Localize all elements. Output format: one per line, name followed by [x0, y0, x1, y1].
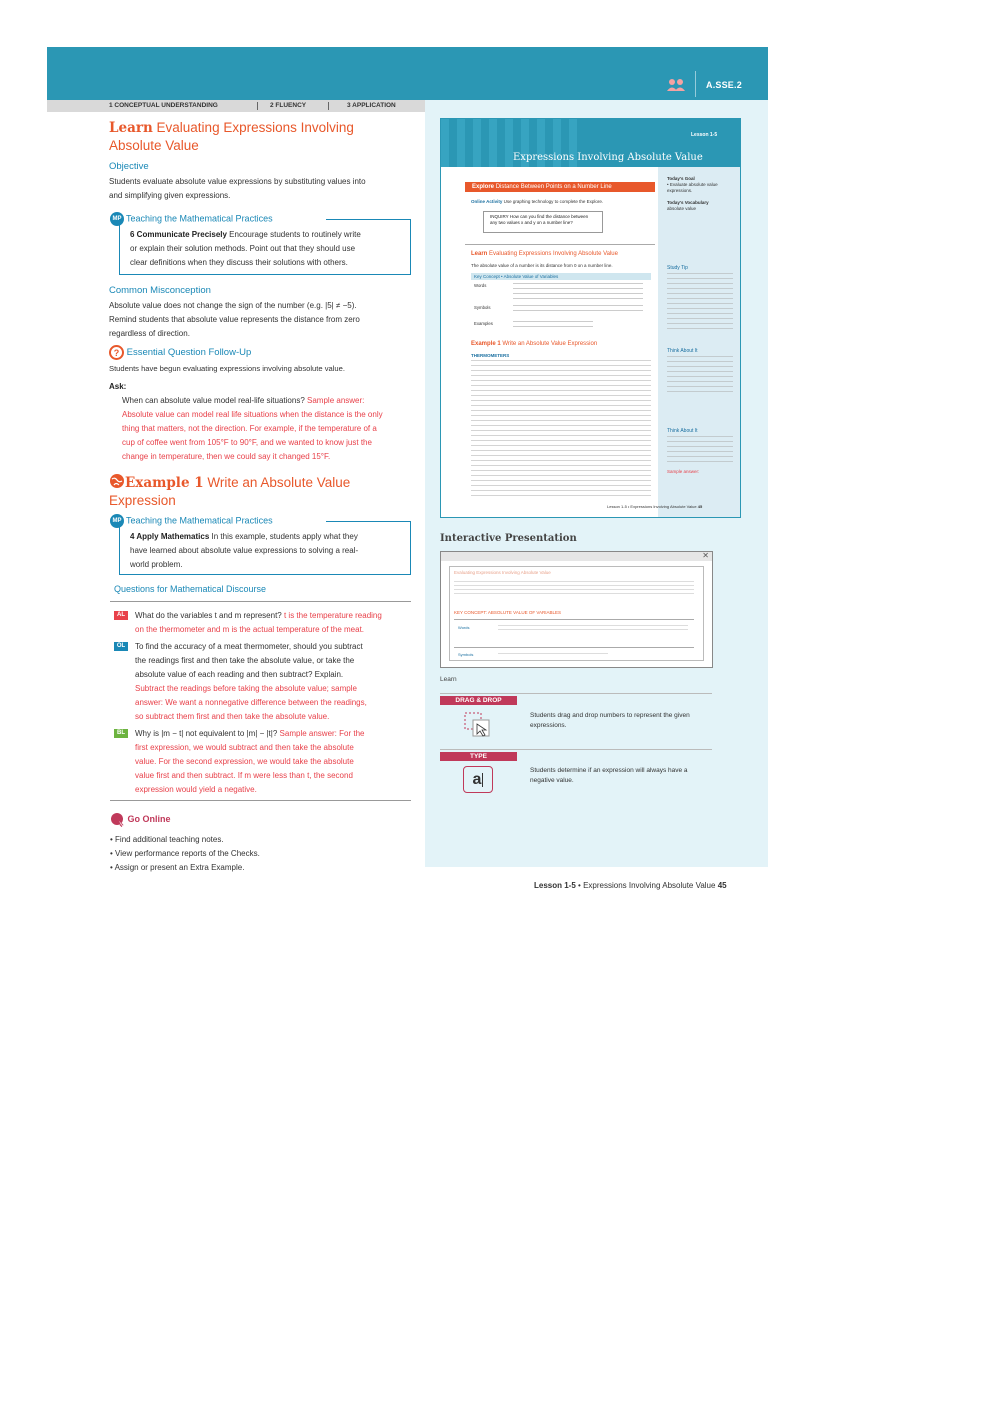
essential-heading: ? Essential Question Follow-Up — [109, 345, 251, 360]
go-online-heading: Go Online — [110, 812, 171, 827]
misconception-text: Absolute value does not change the sign of the number (e.g. |5| ≠ −5). Remind students that absolute value represents the distance from zero regardless of direction. — [109, 301, 360, 338]
interactive-screen — [440, 551, 713, 668]
discourse-end-rule — [110, 800, 411, 801]
mp-icon: MP — [110, 212, 124, 226]
thumb-inquiry: INQUIRY How can you find the distance between any two values x and y on a number line? — [483, 211, 603, 233]
thumb-study-tip: Study Tip — [667, 265, 688, 271]
standard-code: A.SSE.2 — [706, 80, 742, 90]
learn-title: Evaluating Expressions Involving — [156, 120, 354, 135]
example-label: Example 1 — [125, 475, 204, 491]
student-edition-thumbnail — [440, 118, 741, 518]
cursor-globe-icon — [110, 812, 125, 827]
tab-fluency: 2 FLUENCY — [270, 102, 307, 109]
thumb-lesson: Lesson 1-5 — [691, 132, 718, 138]
thumb-title: Expressions Involving Absolute Value — [513, 152, 703, 163]
type-icon: a — [463, 766, 493, 793]
question-bl: BL Why is |m − t| not equivalent to |m| − |t|? Sample answer: For the first expression, we would subtract and then take the absolute value. For the second expression, we would take the absolute value first and then subtract. If m were less than t, the second expression would yield a negative. — [114, 727, 424, 741]
interactive-caption: Learn — [440, 676, 457, 683]
depth-of-knowledge-bar — [47, 100, 425, 112]
type-label: TYPE — [440, 752, 517, 761]
essential-question: When can absolute value model real-life situations? Sample answer: Absolute value can model real life situations when the distance is the only thing that matters, not the direction. For example, if the temperature of a cup of coffee went from 105°F to 90°F, and we wanted to know just the change in temperature, then we could say it changed 15°F. — [122, 396, 383, 461]
interactive-heading: Interactive Presentation — [440, 533, 577, 544]
drag-drop-label: DRAG & DROP — [440, 696, 517, 705]
go-online-list — [110, 833, 260, 875]
screen-content: Evaluating Expressions Involving Absolute Value KEY CONCEPT: ABSOLUTE VALUE OF VARIABLES Words Symbols — [449, 566, 704, 661]
tag-ol: OL — [114, 642, 128, 651]
tab-application: 3 APPLICATION — [347, 102, 396, 109]
drag-drop-icon — [463, 710, 493, 740]
tag-al: AL — [114, 611, 128, 620]
example-heading — [109, 473, 429, 509]
group-icon — [667, 78, 685, 92]
close-icon[interactable]: ✕ — [702, 551, 709, 560]
example-title: Write an Absolute Value — [207, 475, 351, 490]
thumb-banner — [441, 119, 740, 167]
mp-text-2: 4 Apply Mathematics In this example, students apply what they have learned about absolute value expressions to solving a real- world problem. — [130, 532, 359, 569]
type-text: Students determine if an expression will always have a negative value. — [530, 767, 688, 784]
go-online-link[interactable]: • View performance reports of the Checks. — [110, 849, 260, 858]
go-online-link[interactable]: • Assign or present an Extra Example. — [110, 863, 245, 872]
thumb-explore: Explore Distance Between Points on a Number Line — [465, 182, 655, 192]
divider — [440, 749, 712, 750]
thumb-footer: Lesson 1-5 • Expressions Involving Absolute Value 45 — [607, 504, 703, 509]
mp-icon: MP — [110, 514, 124, 528]
discourse-heading: Questions for Mathematical Discourse — [114, 584, 267, 594]
mp-heading-2: MP Teaching the Mathematical Practices — [110, 514, 273, 528]
thumb-think-2: Think About It — [667, 428, 698, 434]
mp-text: 6 Communicate Precisely Encourage students to routinely write or explain their solution methods. Point out that they should use clear definitions when they discuss their solutions with others. — [130, 230, 361, 267]
header-divider — [695, 71, 696, 97]
learn-label: Learn — [109, 120, 153, 136]
thumb-example-text — [471, 360, 651, 500]
drag-drop-text: Students drag and drop numbers to represent the given expressions. — [530, 712, 690, 729]
misconception-heading: Common Misconception — [109, 285, 211, 296]
screen-titlebar — [441, 552, 712, 561]
question-icon — [109, 345, 124, 360]
example-title-line2: Expression — [109, 493, 176, 508]
globe-icon — [109, 473, 125, 489]
question-al: AL What do the variables t and m represent? t is the temperature reading on the thermometer and m is the actual temperature of the meat. — [114, 609, 424, 623]
thumb-learn: Learn Evaluating Expressions Involving Absolute Value — [471, 251, 618, 257]
objective-heading: Objective — [109, 161, 149, 172]
question-ol: OL To find the accuracy of a meat thermometer, should you subtract the readings first and then take the absolute value, or take the absolute value of each reading and then subtract? Explain. Subtract the readings before taking the absolute value; sample answer: We want a nonnegative difference between the readings, so subtract them first and then take the absolute value. — [114, 640, 424, 654]
thumb-goal: Today's Goal • Evaluate absolute value expressions. Today's Vocabulary absolute value — [667, 176, 718, 211]
thumb-key-concept: Key Concept • Absolute Value of Variables — [471, 273, 651, 280]
learn-heading — [109, 119, 429, 154]
discourse-rule — [110, 601, 411, 602]
thumb-online-activity: Online Activity Use graphing technology to complete the Explore. — [471, 199, 604, 204]
thumb-thermometer: THERMOMETERS — [471, 353, 510, 358]
thumb-learn-text: The absolute value of a number is its distance from 0 on a number line. — [471, 263, 613, 268]
page-footer: Lesson 1-5 • Expressions Involving Absolute Value 45 — [534, 881, 727, 890]
tab-divider — [257, 102, 258, 110]
header-bar — [47, 47, 768, 100]
mp-heading: MP Teaching the Mathematical Practices — [110, 212, 273, 226]
tag-bl: BL — [114, 729, 128, 738]
thumb-think-1: Think About It — [667, 348, 698, 354]
thumb-example: Example 1 Write an Absolute Value Expression — [471, 341, 598, 347]
go-online-link[interactable]: • Find additional teaching notes. — [110, 835, 224, 844]
objective-text: Students evaluate absolute value expressions by substituting values into and simplifying given expressions. — [109, 177, 366, 200]
ask-label: Ask: — [109, 382, 127, 391]
tab-divider — [328, 102, 329, 110]
thumb-concept-table: Words Symbols Examples — [471, 281, 651, 337]
learn-title-line2: Absolute Value — [109, 138, 199, 153]
essential-text: Students have begun evaluating expressions involving absolute value. — [109, 364, 345, 373]
divider — [440, 693, 712, 694]
tab-conceptual: 1 CONCEPTUAL UNDERSTANDING — [109, 102, 218, 109]
svg-text:?: ? — [113, 348, 120, 358]
thumb-sample: Sample answer: — [667, 469, 700, 474]
